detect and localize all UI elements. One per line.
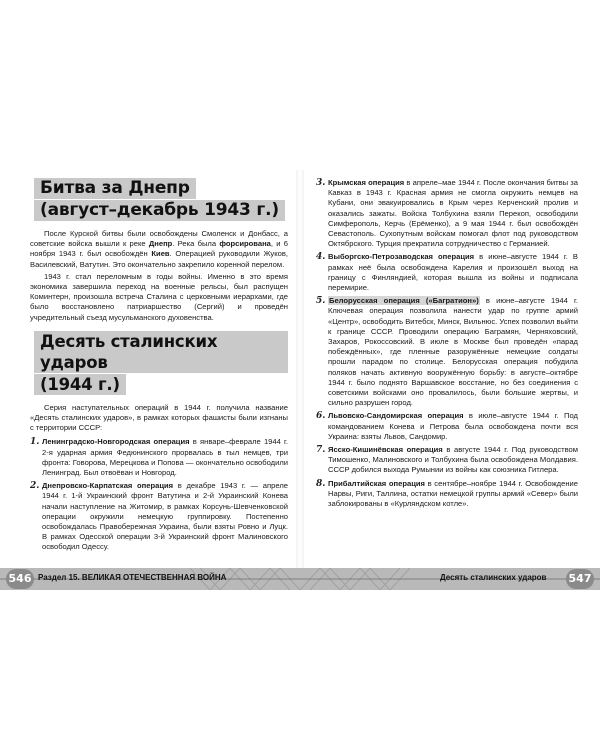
operation-name: Ясско-Кишинёвская операция (328, 445, 443, 455)
list-item: 4. Выборгско-Петрозаводская операция в июне–августе 1944 г. В рамках неё была освобождена Карелия и произошёл выход на границу с Финляндией, которая вышла из войны и подписала перемирие. (316, 252, 578, 293)
paragraph: После Курской битвы были освобождены Смоленск и Донбасс, а советские войска вышли к реке Днепр. Река была форсирована, и 6 ноября 1943 г. был освобождён Киев. Операцией руководили Жуков, Василевский, Ватутин. Это окончательно закрепило коренной перелом. (30, 229, 288, 269)
heading-line: Десять сталинских ударов (34, 331, 288, 373)
paragraph: Серия наступательных операций в 1944 г. получила название «Десять сталинских ударов», в рамках которых фашисты были изгнаны с территории СССР: (30, 402, 288, 433)
heading-line: (август–декабрь 1943 г.) (34, 200, 285, 221)
list-item: 1. Ленинградско-Новгородская операция в январе–феврале 1944 г. 2-я ударная армия Федюнинского прорвалась в тыл немцев, три фронта: Говорова, Мерецкова и Попова — окончательно освободили Ленинград. Был отвоёван и Новгород. (30, 437, 289, 478)
operation-name: Ленинградско-Новгородская операция (42, 437, 190, 447)
section-heading-dnepr (34, 178, 288, 222)
list-number: 5. (316, 296, 326, 307)
list-number: 7. (316, 445, 326, 456)
right-page-content (316, 178, 578, 512)
list-number: 6. (316, 411, 326, 422)
page-gutter (296, 170, 304, 580)
footer-pattern-icon (300, 568, 410, 590)
list-item: 7. Ясско-Кишинёвская операция в августе 1944 г. Под руководством Тимошенко, Малиновского и Толбухина была освобождена Молдавия. СССР добился выхода Румынии из войны как союзника Гитлера. (316, 445, 578, 475)
operation-name: Днепровско-Карпатская операция (42, 481, 174, 491)
list-number: 2. (30, 481, 40, 492)
heading-line: Битва за Днепр (34, 178, 196, 199)
list-number: 8. (316, 478, 326, 489)
section-heading-ten-strikes (34, 331, 288, 396)
running-header-left: Раздел 15. ВЕЛИКАЯ ОТЕЧЕСТВЕННАЯ ВОЙНА (38, 573, 227, 582)
list-number: 3. (316, 178, 326, 188)
operation-name: Выборгско-Петрозаводская операция (328, 252, 475, 262)
list-item: 8. Прибалтийская операция в сентябре–ноябре 1944 г. Освобождение Нарвы, Риги, Таллина, остатки немецкой группы армий «Север» были заблокированы в «Курляндском котле». (316, 478, 578, 509)
list-item: 2. Днепровско-Карпатская операция в декабре 1943 г. — апреле 1944 г. 1-й Украинский фронт Ватутина и 2-й Украинский Конева начали наступление на Житомир, в рамках Корсунь-Шевченковской операции окружили немецкую группировку. Постепенно освобождалась Правобережная Украина, были взяты Ровно и Луцк. В рамках Одесской операции 3-й Украинский фронт Малиновского освободил Одессу. (30, 481, 288, 552)
running-header-right: Десять сталинских ударов (440, 573, 547, 582)
page-number: 547 (566, 569, 594, 589)
page-number: 546 (6, 569, 34, 589)
operation-name: Крымская операция (328, 178, 405, 187)
list-item: 5. Белорусская операция («Багратион») в июне–августе 1944 г. Ключевая операция позволила нанести удар по группе армий «Центр», освободить Витебск, Минск, Вильнюс. Успех позволил выйти к границе СССР. Проводили операцию Баграмян, Черняховский, Захаров, Рокоссовский. В июле в Москве был проведён «парад побеждённых», где пленные разоружённые немецкие солдаты прошли парадом по столице. Белорусская операция побудила поляков начать активную вооружённую борьбу: в августе–октябре 1944 г. было поднято Варшавское восстание, но без соединения с советскими войсками оно провалилось, были большие жертвы, и сильно разрушен город. (316, 296, 578, 408)
heading-line: (1944 г.) (34, 374, 126, 395)
operation-name: Прибалтийская операция (328, 478, 425, 488)
list-item: 3. Крымская операция в апреле–мае 1944 г. После окончания битвы за Кавказ в 1943 г. Красная армия не смогла окружить немцев на Кубани, они эвакуировались в Крым через Керченский пролив и оказались зажаты. Войска Толбухина взяли Перекоп, освободили Симферополь, Керчь (Ерёменко), а 9 мая 1944 г. был освобождён Севастополь. Сухопутным войскам помогал флот под руководством Октябрского. Турция прекратила сотрудничество с Германией. (316, 178, 578, 249)
operation-name: Белорусская операция («Багратион») (329, 296, 479, 306)
list-number: 4. (316, 252, 326, 263)
list-item: 6. Львовско-Сандомирская операция в июле–августе 1944 г. Под командованием Конева и Петрова была освобождена почти вся Украина: взяты Львов, Сандомир. (316, 411, 578, 441)
operation-name: Львовско-Сандомирская операция (328, 411, 464, 421)
list-number: 1. (30, 437, 40, 448)
paragraph: 1943 г. стал переломным в годы войны. Именно в это время экономика завершила переход на военные рельсы, был распущен Коминтерн, произошла встреча Сталина с церковными иерархами, где было восстановлено патриаршество (Сергий) и проведён учредительный съезд мусульманского духовенства. (30, 271, 288, 322)
left-page-content (30, 178, 288, 556)
